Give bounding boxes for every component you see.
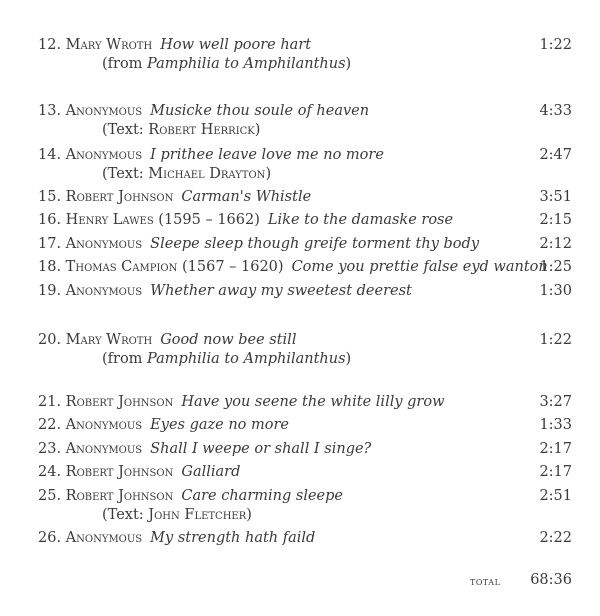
track-composer: Anonymous (65, 147, 143, 163)
composer-dates: (1595 – 1662) (158, 212, 260, 228)
track-note (102, 349, 351, 369)
note-text: Pamphilia to Amphilanthus (147, 351, 346, 367)
note-prefix: (Text: (102, 507, 149, 523)
track-title: Have you seene the white lilly grow (181, 394, 445, 410)
track-number: 12. (38, 37, 62, 53)
track-composer: Anonymous (65, 417, 143, 433)
track-title: Musicke thou soule of heaven (150, 103, 370, 119)
track-number: 13. (38, 103, 62, 119)
track-row (38, 144, 572, 166)
track-duration: 2:15 (539, 212, 572, 228)
track-row (38, 233, 572, 255)
track-row (38, 461, 572, 483)
track-number: 16. (38, 212, 62, 228)
track-title: Come you prettie false eyd wanton (291, 259, 548, 275)
note-prefix: (Text: (102, 166, 149, 182)
track-number: 21. (38, 394, 62, 410)
note-text: Robert Herrick (148, 122, 255, 138)
track-number: 14. (38, 147, 62, 163)
track-composer: Mary Wroth (65, 37, 153, 53)
track-note (102, 164, 271, 184)
track-note (102, 505, 252, 525)
note-prefix: (from (102, 56, 148, 72)
note-suffix: ) (345, 351, 352, 367)
track-composer: Henry Lawes (65, 212, 154, 228)
track-title: Galliard (181, 464, 241, 480)
track-row (38, 485, 572, 507)
track-composer: Robert Johnson (65, 488, 174, 504)
track-duration: 2:12 (539, 236, 572, 252)
track-composer: Anonymous (65, 441, 143, 457)
total-duration: 68:36 (530, 572, 572, 588)
track-note (102, 120, 260, 140)
track-title: How well poore hart (160, 37, 312, 53)
track-composer: Robert Johnson (65, 464, 174, 480)
track-duration: 1:22 (539, 332, 572, 348)
note-suffix: ) (246, 507, 252, 523)
track-composer: Thomas Campion (65, 259, 178, 275)
track-duration: 4:33 (539, 103, 572, 119)
track-number: 19. (38, 283, 62, 299)
track-title: I prithee leave love me no more (150, 147, 384, 163)
track-row (38, 527, 572, 549)
track-row (38, 34, 572, 56)
note-text: John Fletcher (148, 507, 247, 523)
track-composer: Anonymous (65, 236, 143, 252)
track-title: Good now bee still (160, 332, 297, 348)
track-composer: Mary Wroth (65, 332, 153, 348)
track-composer: Anonymous (65, 283, 143, 299)
track-row (38, 280, 572, 302)
note-prefix: (Text: (102, 122, 149, 138)
track-duration: 2:22 (539, 530, 572, 546)
track-number: 17. (38, 236, 62, 252)
note-text: Pamphilia to Amphilanthus (147, 56, 346, 72)
track-title: Eyes gaze no more (150, 417, 290, 433)
track-row (38, 100, 572, 122)
track-duration: 2:17 (539, 441, 572, 457)
note-suffix: ) (254, 122, 261, 138)
track-composer: Anonymous (65, 530, 143, 546)
track-title: Shall I weepe or shall I singe? (150, 441, 372, 457)
track-duration: 3:27 (539, 394, 572, 410)
track-composer: Robert Johnson (65, 394, 174, 410)
track-row (38, 209, 572, 231)
track-number: 25. (38, 488, 62, 504)
track-row (38, 329, 572, 351)
track-row (38, 256, 572, 278)
track-duration: 1:25 (539, 259, 572, 275)
track-number: 22. (38, 417, 62, 433)
track-number: 18. (38, 259, 62, 275)
track-duration: 2:17 (539, 464, 572, 480)
track-composer: Anonymous (65, 103, 143, 119)
track-row (38, 391, 572, 413)
track-duration: 1:33 (539, 417, 572, 433)
note-prefix: (from (102, 351, 148, 367)
track-number: 26. (38, 530, 62, 546)
track-duration: 1:30 (539, 283, 572, 299)
track-number: 20. (38, 332, 62, 348)
note-suffix: ) (345, 56, 352, 72)
track-row (38, 414, 572, 436)
track-title: Care charming sleepe (181, 488, 343, 504)
track-note (102, 54, 351, 74)
track-title: Like to the damaske rose (267, 212, 454, 228)
note-suffix: ) (265, 166, 272, 182)
track-composer: Robert Johnson (65, 189, 174, 205)
track-title: Whether away my sweetest deerest (150, 283, 412, 299)
track-number: 24. (38, 464, 62, 480)
composer-dates: (1567 – 1620) (181, 259, 284, 275)
track-row (38, 186, 572, 208)
track-duration: 1:22 (539, 37, 572, 53)
track-number: 15. (38, 189, 62, 205)
track-duration: 3:51 (539, 189, 572, 205)
track-duration: 2:51 (539, 488, 572, 504)
total-label: total (470, 574, 501, 588)
track-title: Sleepe sleep though greife torment thy body (150, 236, 480, 252)
track-number: 23. (38, 441, 62, 457)
track-title: My strength hath faild (150, 530, 316, 546)
track-duration: 2:47 (539, 147, 572, 163)
track-title: Carman's Whistle (181, 189, 312, 205)
note-text: Michael Drayton (148, 166, 266, 182)
track-row (38, 438, 572, 460)
